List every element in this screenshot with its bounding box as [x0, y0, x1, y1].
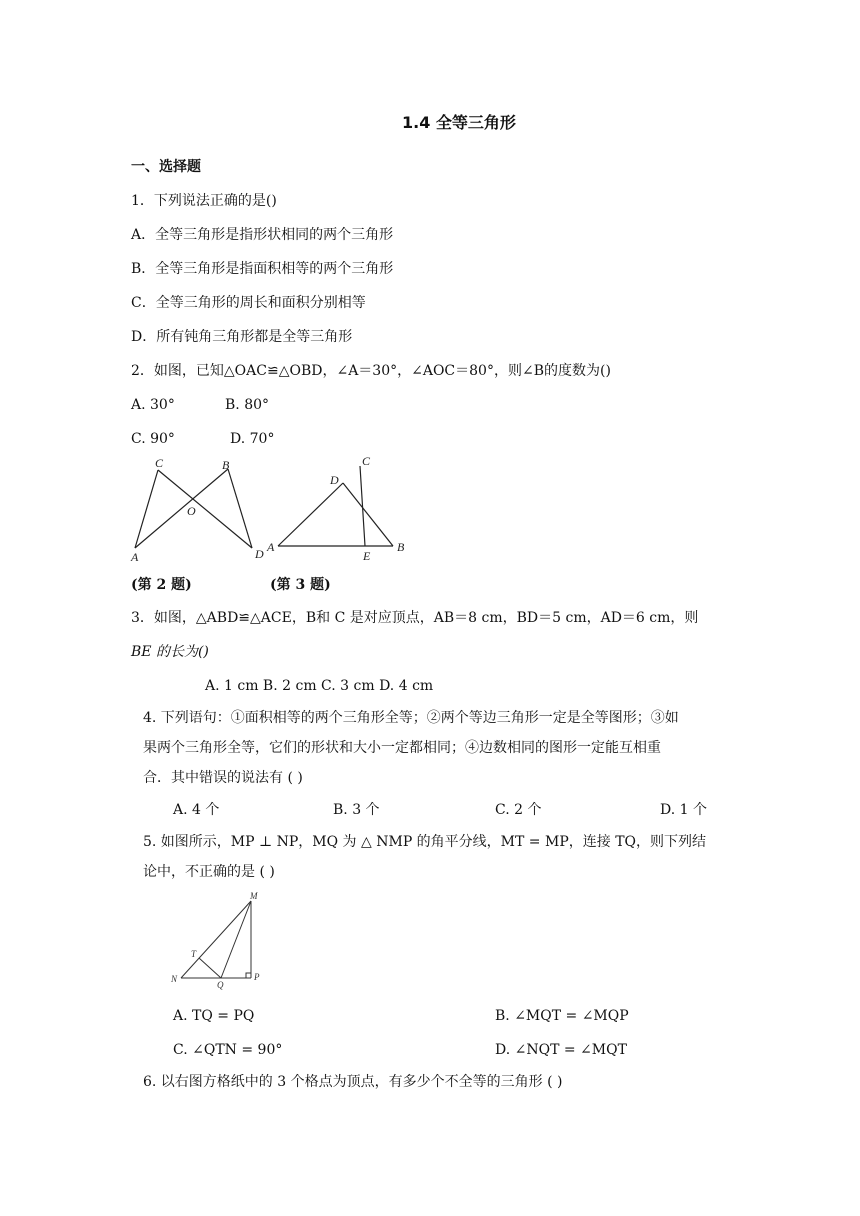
- right-angle-mark: [246, 973, 251, 978]
- fig5-label-m: M: [250, 891, 258, 901]
- q4-line1: 4. 下列语句：①面积相等的两个三角形全等；②两个等边三角形一定是全等图形；③如: [143, 710, 679, 726]
- q1-option-c: C．全等三角形的周长和面积分别相等: [131, 295, 366, 311]
- segment-tq: [199, 958, 221, 978]
- q5-line2: 论中，不正确的是 ( ): [143, 864, 275, 880]
- q4-line2: 果两个三角形全等，它们的形状和大小一定都相同；④边数相同的图形一定能互相重: [143, 740, 661, 756]
- fig2-label-a: A: [131, 550, 139, 564]
- fig3-caption: (第 3 题): [270, 577, 331, 593]
- q4-option-a: A. 4 个: [173, 802, 220, 818]
- q4-option-b: B. 3 个: [333, 802, 380, 818]
- figure-q5: [165, 890, 275, 990]
- fig2-caption: (第 2 题): [131, 577, 192, 593]
- segment-ab: [135, 469, 228, 548]
- q5-option-d: D. ∠NQT = ∠MQT: [495, 1042, 627, 1058]
- q2-option-b: B. 80°: [225, 397, 270, 413]
- q4-option-d: D. 1 个: [660, 802, 707, 818]
- q1-option-b: B．全等三角形是指面积相等的两个三角形: [131, 261, 394, 277]
- q2-option-c: C. 90°: [131, 431, 175, 447]
- q3-line2: BE 的长为(): [131, 644, 209, 660]
- fig5-label-t: T: [191, 949, 197, 959]
- q5-option-c: C. ∠QTN = 90°: [173, 1042, 283, 1058]
- fig2-label-b: B: [222, 458, 230, 472]
- fig2-label-c: C: [155, 456, 164, 470]
- q4-option-c: C. 2 个: [495, 802, 542, 818]
- fig5-label-p: P: [254, 972, 260, 982]
- fig3-label-d: D: [330, 473, 339, 487]
- q5-option-b: B. ∠MQT = ∠MQP: [495, 1008, 629, 1024]
- q2-option-a: A. 30°: [131, 397, 175, 413]
- q2-stem: 2．如图，已知△OAC≌△OBD，∠A＝30°，∠AOC＝80°，则∠B的度数为(): [131, 363, 611, 379]
- segment-ca: [135, 470, 158, 548]
- segment-mq: [221, 901, 251, 978]
- segment-db3: [343, 483, 393, 546]
- q1-option-a: A．全等三角形是指形状相同的两个三角形: [131, 227, 394, 243]
- fig2-label-o: O: [187, 504, 196, 518]
- q5-option-a: A. TQ = PQ: [173, 1008, 255, 1024]
- segment-ad3: [278, 483, 343, 546]
- fig5-label-n: N: [171, 974, 178, 984]
- q5-line1: 5. 如图所示，MP ⊥ NP，MQ 为 △ NMP 的角平分线，MT = MP，连接 TQ，则下列结: [143, 834, 707, 850]
- fig5-label-q: Q: [217, 980, 224, 990]
- section-heading: 一、选择题: [131, 159, 201, 175]
- fig2-label-d: D: [255, 547, 264, 561]
- q3-line1: 3．如图，△ABD≌△ACE，B和 C 是对应顶点，AB＝8 cm，BD＝5 cm，AD＝6 cm，则: [131, 610, 699, 626]
- fig3-label-c: C: [362, 454, 371, 468]
- q4-line3: 合．其中错误的说法有 ( ): [143, 770, 303, 786]
- fig3-label-a: A: [267, 540, 275, 554]
- page-title: 1.4 全等三角形: [402, 113, 516, 132]
- q6-stem: 6. 以右图方格纸中的 3 个格点为顶点，有多少个不全等的三角形 ( ): [143, 1074, 563, 1090]
- fig3-label-b: B: [397, 540, 405, 554]
- segment-nm: [181, 901, 251, 978]
- q1-stem: 1．下列说法正确的是(): [131, 193, 277, 209]
- q3-options: A. 1 cm B. 2 cm C. 3 cm D. 4 cm: [205, 678, 434, 694]
- segment-bd: [228, 469, 252, 548]
- fig3-label-e: E: [363, 549, 371, 563]
- segment-cd: [158, 470, 252, 548]
- q1-option-d: D．所有钝角三角形都是全等三角形: [131, 329, 353, 345]
- q2-option-d: D. 70°: [230, 431, 275, 447]
- geometry-figures: [125, 452, 425, 572]
